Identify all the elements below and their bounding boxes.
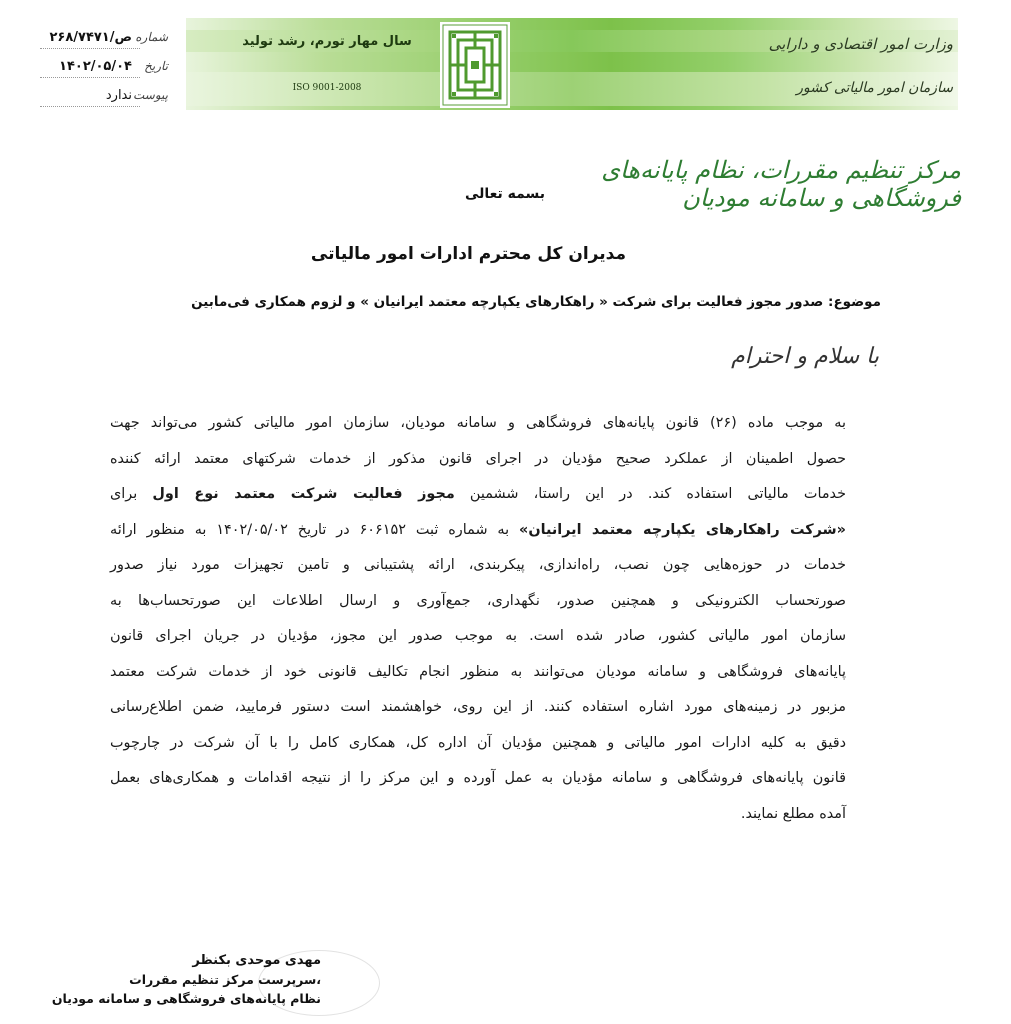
letter-body [110, 406, 846, 832]
center-title: مرکز تنظیم مقررات، نظام پایانه‌های فروشگاهی و سامانه مودیان [601, 156, 961, 212]
date-label: تاریخ [144, 59, 168, 73]
attachment-line [40, 106, 140, 107]
tax-organization-emblem-icon [440, 22, 510, 108]
addressee: مدیران کل محترم ادارات امور مالیاتی [310, 244, 626, 264]
iso-certificate: ISO 9001-2008 [292, 83, 362, 93]
date-value: ۱۴۰۲/۰۵/۰۴ [59, 59, 132, 74]
signatory-title-line1: سرپرست مرکز تنظیم مقررات، [129, 972, 321, 987]
body-line: پایانه‌های فروشگاهی و سامانه مودیان می‌توانند به منظور انجام تکالیف قانونی خود از خدمات شرکت معتمد [110, 663, 846, 680]
signatory-title-line2: نظام پایانه‌های فروشگاهی و سامانه مودیان [51, 991, 321, 1006]
body-line: سازمان امور مالیاتی کشور، صادر شده است. به موجب صدور این مجوز، مؤدیان در جریان اجرای قانون [110, 628, 846, 644]
body-line: حصول اطمینان از عملکرد صحیح مؤدیان در اجرای قانون مذکور از خدمات شرکتهای معتمد ارائه کننده [110, 450, 846, 467]
reference-number-row [30, 30, 180, 52]
signatory-name: مهدی موحدی بکنظر [192, 953, 321, 968]
year-slogan: سال مهار تورم، رشد تولید [242, 34, 412, 49]
body-line: به موجب ماده (۲۶) قانون پایانه‌های فروشگاهی و سامانه مودیان، سازمان امور مالیاتی کشور می‌تواند جهت [110, 415, 846, 431]
bismillah: بسمه تعالی [464, 186, 546, 202]
organization-name: سازمان امور مالیاتی کشور [796, 80, 953, 96]
reference-number-value: ۲۶۸/۷۴۷۱/ص [49, 30, 132, 45]
attachment-row [30, 88, 180, 110]
attachment-label: پیوست [133, 88, 168, 102]
body-line: خدمات مالیاتی استفاده کند. در این راستا، ششمین [469, 486, 847, 502]
body-line: برای [110, 486, 138, 502]
date-row [30, 59, 180, 81]
company-name: «شرکت راهکارهای یکپارچه معتمد ایرانیان» [519, 521, 846, 538]
greeting: با سلام و احترام [731, 344, 879, 369]
body-line: دقیق به کلیه ادارات امور مالیاتی و همچنین مؤدیان آن اداره کل، همکاری کامل را با آن شرکت در چارچوب [110, 734, 846, 751]
reference-number-line [40, 48, 140, 49]
subject-line: موضوع: صدور مجوز فعالیت برای شرکت « راهکارهای یکپارچه معتمد ایرانیان » و لزوم همکاری فی‌مابین [191, 294, 881, 310]
body-line: قانون پایانه‌های فروشگاهی و سامانه مؤدیان به عمل آورده و این مرکز را از نتیجه اقدامات و همکاری‌های بعمل [110, 770, 846, 786]
body-line: به شماره ثبت ۶۰۶۱۵۲ در تاریخ ۱۴۰۲/۰۵/۰۲ به منظور ارائه [110, 521, 510, 538]
reference-number-label: شماره [135, 30, 168, 44]
body-line: صورتحساب الکترونیکی و همچنین صدور، نگهداری، جمع‌آوری و ارسال اطلاعات این صورتحساب‌ها به [110, 592, 846, 609]
date-line [40, 77, 140, 78]
body-line: خدمات در حوزه‌هایی چون نصب، راه‌اندازی، پیکربندی، ارائه پشتیبانی و تامین تجهیزات مورد نیاز صدور [110, 557, 846, 573]
body-line: آمده مطلع نمایند. [740, 805, 846, 822]
body-line: مزبور در زمینه‌های مورد اشاره استفاده کنند. از این روی، خواهشمند است دستور فرمایید، ضمن اطلاع‌رسانی [110, 699, 846, 715]
attachment-value: ندارد [105, 88, 132, 103]
license-title: مجوز فعالیت شرکت معتمد نوع اول [152, 486, 455, 502]
ministry-name: وزارت امور اقتصادی و دارایی [768, 35, 953, 53]
